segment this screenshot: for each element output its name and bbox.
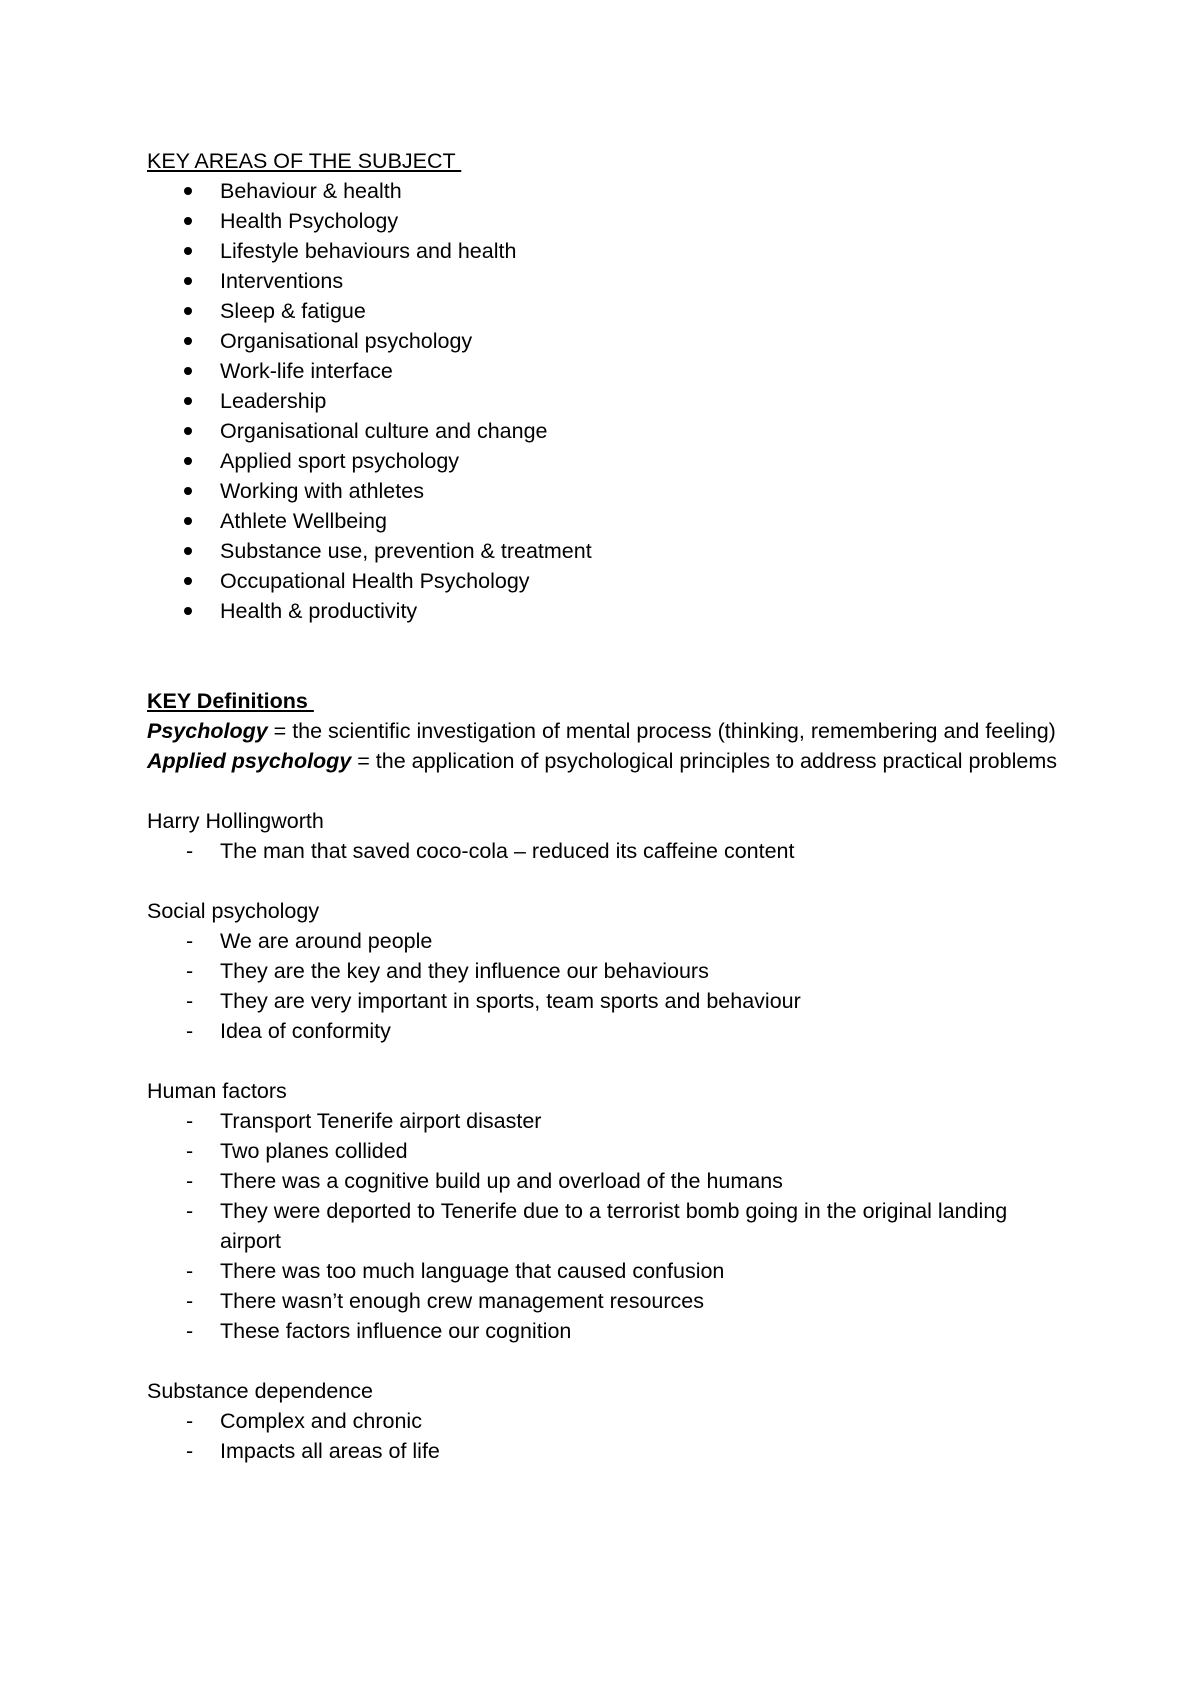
list-item: - They are very important in sports, team sports and behaviour xyxy=(147,986,1067,1016)
list-item: - There was a cognitive build up and overload of the humans xyxy=(147,1166,1067,1196)
list-item: - We are around people xyxy=(147,926,1067,956)
bullet-icon xyxy=(184,607,192,615)
bullet-icon xyxy=(184,487,192,495)
bullet-icon xyxy=(184,397,192,405)
spacer xyxy=(147,1346,1067,1376)
bullet-icon xyxy=(184,577,192,585)
section-points xyxy=(147,1406,1067,1466)
list-item: - Complex and chronic xyxy=(147,1406,1067,1436)
dash-icon: - xyxy=(186,1169,194,1193)
bullet-icon xyxy=(184,337,192,345)
section-title: Substance dependence xyxy=(147,1379,373,1403)
spacer xyxy=(147,866,1067,896)
spacer xyxy=(147,776,1067,806)
list-item: Substance use, prevention & treatment xyxy=(147,536,1067,566)
list-item: Health Psychology xyxy=(147,206,1067,236)
bullet-icon xyxy=(184,427,192,435)
dash-icon: - xyxy=(186,1319,194,1343)
bullet-icon xyxy=(184,547,192,555)
list-item: Applied sport psychology xyxy=(147,446,1067,476)
list-item: Sleep & fatigue xyxy=(147,296,1067,326)
bullet-icon xyxy=(184,307,192,315)
definition-applied-psychology xyxy=(147,746,1067,776)
list-item: - There was too much language that caused confusion xyxy=(147,1256,1067,1286)
definition-term: Applied psychology xyxy=(147,749,352,773)
dash-icon: - xyxy=(186,1109,194,1133)
list-item: - They are the key and they influence our behaviours xyxy=(147,956,1067,986)
spacer xyxy=(147,1046,1067,1076)
list-item: - There wasn’t enough crew management resources xyxy=(147,1286,1067,1316)
list-item: Leadership xyxy=(147,386,1067,416)
key-areas-list xyxy=(147,176,1067,626)
dash-icon: - xyxy=(186,1019,194,1043)
list-item: Behaviour & health xyxy=(147,176,1067,206)
list-item: - The man that saved coco-cola – reduced its caffeine content xyxy=(147,836,1067,866)
list-item: Health & productivity xyxy=(147,596,1067,626)
definition-text: = the scientific investigation of mental process (thinking, remembering and feeling) xyxy=(267,719,1056,743)
section-points xyxy=(147,1106,1067,1346)
spacer xyxy=(147,626,1067,686)
section-title: Harry Hollingworth xyxy=(147,809,324,833)
dash-icon: - xyxy=(186,1139,194,1163)
list-item: Organisational psychology xyxy=(147,326,1067,356)
section-title: Human factors xyxy=(147,1079,287,1103)
list-item: Athlete Wellbeing xyxy=(147,506,1067,536)
list-item: - Transport Tenerife airport disaster xyxy=(147,1106,1067,1136)
definitions-heading: KEY Definitions xyxy=(147,689,314,713)
dash-icon: - xyxy=(186,989,194,1013)
list-item: Lifestyle behaviours and health xyxy=(147,236,1067,266)
definition-term: Psychology xyxy=(147,719,268,743)
bullet-icon xyxy=(184,457,192,465)
dash-icon: - xyxy=(186,1259,194,1283)
dash-icon: - xyxy=(186,839,194,863)
list-item: - These factors influence our cognition xyxy=(147,1316,1067,1346)
dash-icon: - xyxy=(186,1439,194,1463)
list-item: Organisational culture and change xyxy=(147,416,1067,446)
bullet-icon xyxy=(184,187,192,195)
list-item: - They were deported to Tenerife due to a terrorist bomb going in the original landing airport xyxy=(147,1196,1067,1256)
definition-text: = the application of psychological principles to address practical problems xyxy=(351,749,1057,773)
list-item: - Idea of conformity xyxy=(147,1016,1067,1046)
list-item: - Impacts all areas of life xyxy=(147,1436,1067,1466)
definition-psychology xyxy=(147,716,1067,746)
bullet-icon xyxy=(184,517,192,525)
section-points xyxy=(147,836,1067,866)
bullet-icon xyxy=(184,247,192,255)
bullet-icon xyxy=(184,277,192,285)
section-title: Social psychology xyxy=(147,899,320,923)
bullet-icon xyxy=(184,217,192,225)
dash-icon: - xyxy=(186,1409,194,1433)
list-item: Occupational Health Psychology xyxy=(147,566,1067,596)
list-item: Interventions xyxy=(147,266,1067,296)
dash-icon: - xyxy=(186,1199,194,1223)
dash-icon: - xyxy=(186,929,194,953)
list-item: Working with athletes xyxy=(147,476,1067,506)
dash-icon: - xyxy=(186,959,194,983)
document-content xyxy=(147,146,1067,1466)
section-points xyxy=(147,926,1067,1046)
key-areas-heading: KEY AREAS OF THE SUBJECT xyxy=(147,149,462,173)
list-item: - Two planes collided xyxy=(147,1136,1067,1166)
bullet-icon xyxy=(184,367,192,375)
dash-icon: - xyxy=(186,1289,194,1313)
list-item: Work-life interface xyxy=(147,356,1067,386)
